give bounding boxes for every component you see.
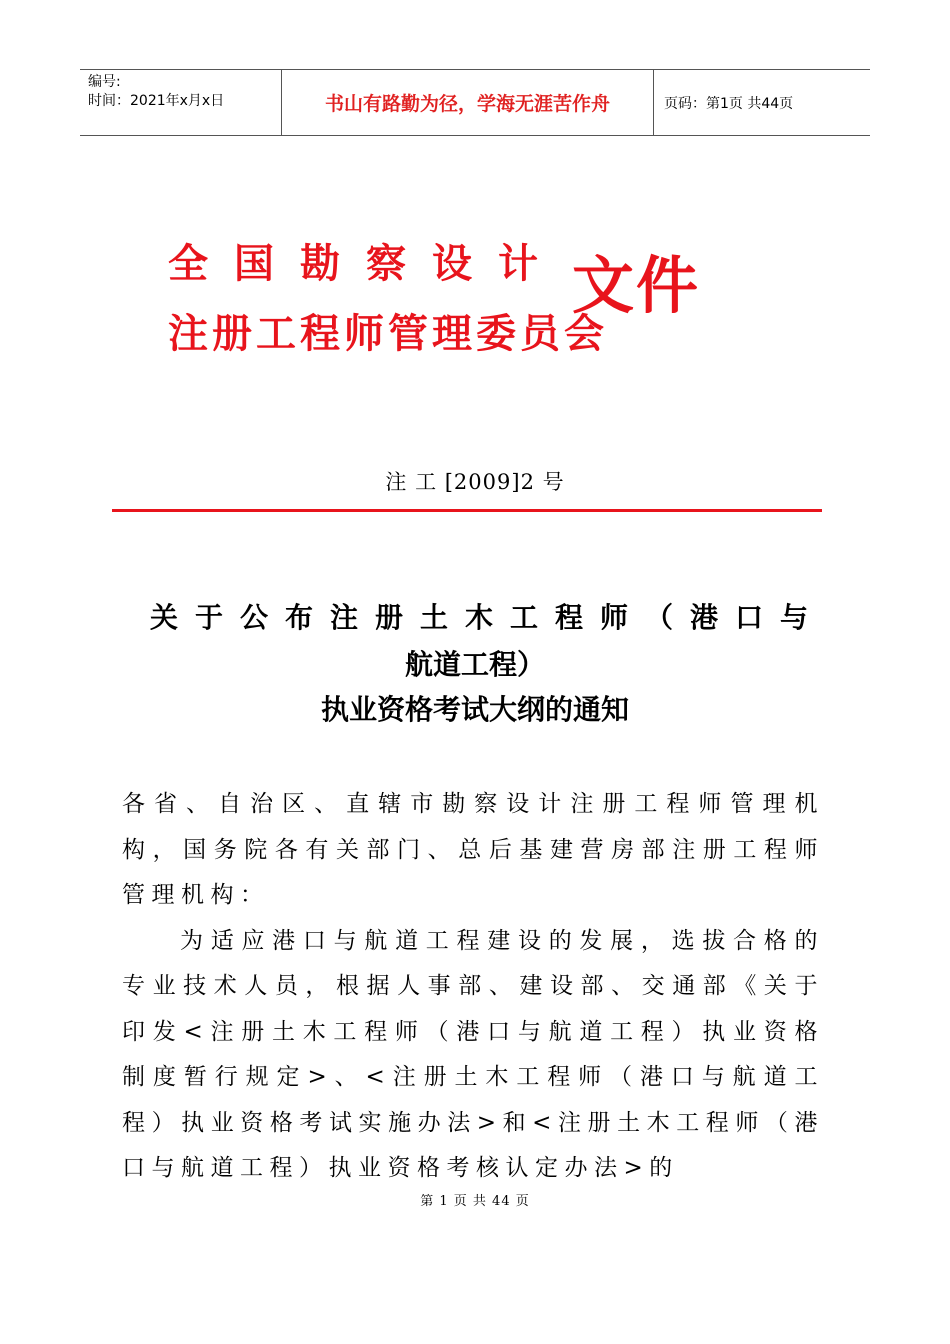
header-meta	[80, 70, 281, 135]
time-label: 时间：2021年x月x日	[88, 93, 225, 109]
red-divider	[112, 509, 822, 512]
body-paragraph: 为适应港口与航道工程建设的发展，选拔合格的专业技术人员，根据人事部、建设部、交通部《关于印发<注册土木工程师（港口与航道工程）执业资格制度暂行规定>、<注册土木工程师（港口与航道工程）执业资格考试实施办法>和<注册土木工程师（港口与航道工程）执业资格考核认定办法>的	[122, 927, 824, 1181]
page-footer: 第 1 页 共 44 页	[420, 1194, 530, 1209]
title-line2: 航道工程）	[404, 648, 545, 681]
header-page-info: 页码：第1页 共44页	[664, 95, 794, 112]
header-motto: 书山有路勤为径，学海无涯苦作舟	[281, 70, 654, 135]
title-line3: 执业资格考试大纲的通知	[320, 693, 629, 726]
header-table	[80, 69, 870, 136]
title-line1: 关于公布注册土木工程师（港口与	[150, 601, 826, 634]
org-name-line2: 注册工程师管理委员会	[168, 310, 608, 357]
org-name-line1: 全国勘察设计	[168, 240, 564, 287]
document-suffix: 文件	[572, 249, 701, 322]
body-text	[122, 782, 824, 1192]
addressee: 各省、自治区、直辖市勘察设计注册工程师管理机构，国务院各有关部门、总后基建营房部注册工程师管理机构：	[122, 791, 824, 908]
document-number: 注 工 [2009]2 号	[385, 470, 565, 494]
number-label: 编号:	[88, 74, 121, 90]
